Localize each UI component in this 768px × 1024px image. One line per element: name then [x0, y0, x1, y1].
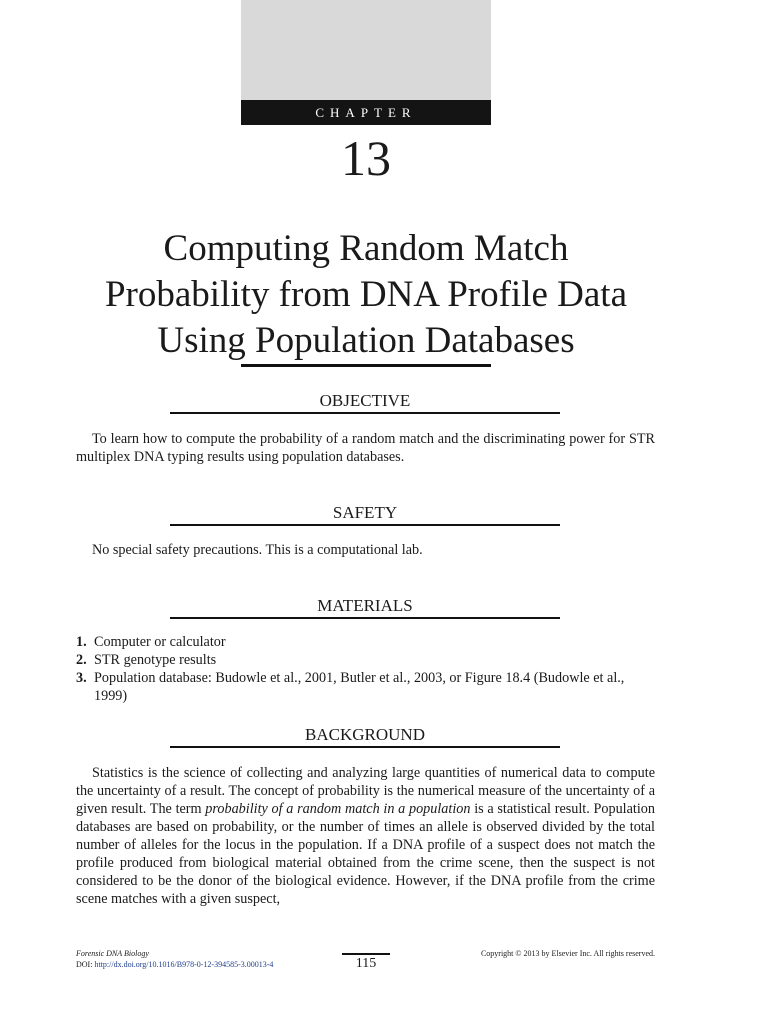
chapter-title-line-2: Probability from DNA Profile Data [104, 274, 628, 315]
background-heading: BACKGROUND [305, 725, 425, 744]
list-item-text: STR genotype results [94, 652, 217, 668]
materials-heading: MATERIALS [317, 596, 413, 615]
objective-heading: OBJECTIVE [319, 391, 411, 410]
list-item-text: Population database: Budowle et al., 2001, Butler et al., 2003, or Figure 18.4 (Budowle et al., 1999) [94, 670, 625, 704]
chapter-label: CHAPTER [241, 100, 491, 125]
journal-name: Forensic DNA Biology [76, 949, 149, 958]
chapter-header-block [241, 0, 491, 100]
materials-divider [170, 617, 560, 619]
safety-heading: SAFETY [332, 503, 398, 522]
chapter-title-line-1: Computing Random Match [163, 228, 569, 269]
safety-divider [170, 524, 560, 526]
copyright-notice: Copyright © 2013 by Elsevier Inc. All rights reserved. [480, 949, 655, 958]
doi-link[interactable]: http://dx.doi.org/10.1016/B978-0-12-394585-3.00013-4 [94, 960, 274, 969]
list-item-text: Computer or calculator [94, 634, 226, 650]
list-item [76, 669, 655, 705]
list-item [76, 651, 655, 669]
list-item [76, 633, 655, 651]
materials-list [76, 633, 655, 705]
list-item-number: 2. [76, 652, 87, 668]
background-text-part: Statistics is the science of collecting and analyzing large quantities of numerical data to compute the uncertainty of a result. The concept of probability is the numerical measure of the uncertainty of a given result. The term [76, 765, 655, 817]
background-divider [170, 746, 560, 748]
objective-text: To learn how to compute the probability of a random match and the discriminating power for STR multiplex DNA typing results using population databases. [76, 431, 655, 465]
safety-text: No special safety precautions. This is a computational lab. [92, 542, 423, 558]
background-emphasis: probability of a random match in a population [205, 801, 471, 817]
list-item-number: 1. [76, 634, 87, 650]
footer-citation [76, 948, 273, 970]
chapter-number: 13 [341, 130, 391, 186]
background-text [76, 764, 655, 908]
chapter-title-line-3: Using Population Databases [157, 320, 575, 361]
background-text-part: is a statistical result. Population databases are based on probability, or the number of times an allele is observed divided by the total number of alleles for the locus in the population. If a DNA profile of a suspect does not match the profile produced from biological material obtained from the crime scene, then the suspect is not considered to be the donor of the biological evidence. However, if the DNA profile from the crime scene matches with a given suspect, [76, 801, 655, 907]
page-number: 115 [355, 956, 377, 971]
objective-divider [170, 412, 560, 414]
chapter-title [60, 226, 672, 364]
title-divider [241, 364, 491, 367]
list-item-number: 3. [76, 670, 87, 686]
doi-label: DOI: [76, 960, 95, 969]
